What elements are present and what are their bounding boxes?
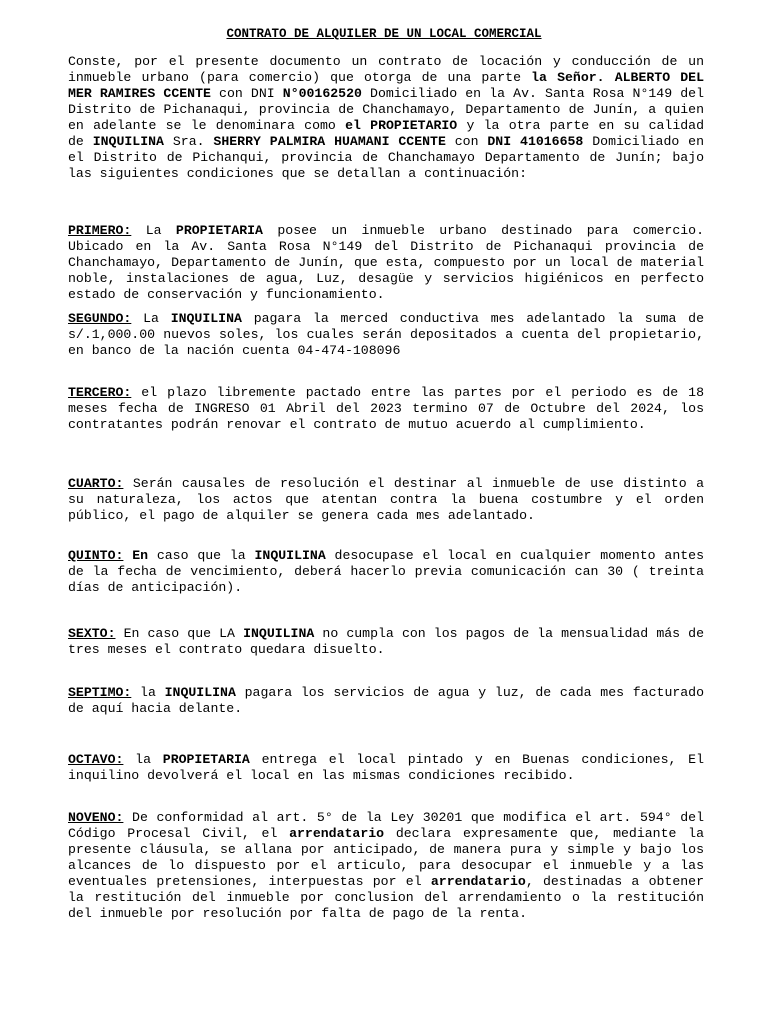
intro-paragraph	[68, 54, 704, 182]
clause-text: La	[131, 223, 176, 238]
clause-label: CUARTO:	[68, 476, 124, 491]
clause-label: SEXTO:	[68, 626, 116, 641]
clause-bold: En	[123, 548, 149, 563]
clause-text: , destinadas a obtener la restitución del inmueble por conclusion del arrendamiento o la restitución del inmueble por resolución por falta de pago de la renta.	[68, 874, 704, 921]
clause-text: el plazo libremente pactado entre las partes por el periodo es de 18 meses fecha de INGRESO 01 Abril del 2023 termino 07 de Octubre del 2024, los contratantes podrán renovar el contrato de mutuo acuerdo al cumplimiento.	[68, 385, 704, 432]
clause-bold: INQUILINA	[254, 548, 326, 563]
clause-text: pagara los servicios de agua y luz, de cada mes facturado de aquí hacia delante.	[68, 685, 705, 716]
clause-label: SEPTIMO:	[68, 685, 132, 700]
clause-bold: arrendatario	[430, 874, 526, 889]
clause-label: OCTAVO:	[68, 752, 124, 767]
document-title: CONTRATO DE ALQUILER DE UN LOCAL COMERCIAL	[226, 27, 542, 41]
clause-text: Serán causales de resolución el destinar al inmueble de use distinto a su naturaleza, los actos que atentan contra la buena costumbre y el orden público, el pago de alquiler se genera cada mes adelantado.	[68, 476, 704, 523]
clause-segundo	[68, 311, 704, 359]
owner-role: el PROPIETARIO	[345, 118, 458, 133]
intro-text-2: con DNI	[210, 86, 283, 101]
clause-text: posee un inmueble urbano destinado para comercio. Ubicado en la Av. Santa Rosa N°149 del Distrito de Pichanaqui provincia de Chanchamayo, Departamento de Junín, que esta, compuesto por un local de material noble, instalaciones de agua, Luz, desagüe y servicios higiénicos en perfecto estado de conservación y funcionamiento.	[68, 223, 704, 302]
intro-text-3: Domiciliado en la Av. Santa Rosa N°149 del Distrito de Pichanaqui, provincia de Chanchamayo, Departamento de Junín, a quien en adelante se le denominara como	[68, 86, 704, 133]
clause-bold: INQUILINA	[170, 311, 242, 326]
clause-label: TERCERO:	[68, 385, 132, 400]
clause-label: PRIMERO:	[68, 223, 132, 238]
clause-label: NOVENO:	[68, 810, 124, 825]
owner-dni: N°00162520	[282, 86, 362, 101]
clause-sexto	[68, 626, 704, 658]
clause-text: entrega el local pintado y en Buenas condiciones, El inquilino devolverá el local en las mismas condiciones recibido.	[68, 752, 704, 783]
clause-septimo	[68, 685, 704, 717]
clause-bold: PROPIETARIA	[162, 752, 250, 767]
clause-primero	[68, 223, 704, 303]
owner-name: la Señor. ALBERTO DEL MER RAMIRES CCENTE	[68, 70, 704, 101]
intro-text-6: con	[445, 134, 488, 149]
clause-noveno	[68, 810, 704, 922]
clause-octavo	[68, 752, 704, 784]
clause-tercero	[68, 385, 704, 433]
clause-text: La	[131, 311, 171, 326]
clause-text: no cumpla con los pagos de la mensualidad más de tres meses el contrato quedara disuelto.	[68, 626, 705, 657]
clause-text: En caso que LA	[115, 626, 244, 641]
clause-text: desocupase el local en cualquier momento antes de la fecha de vencimiento, deberá hacerlo previa comunicación can 30 ( treinta días de anticipación).	[68, 548, 704, 595]
tenant-role: INQUILINA	[92, 134, 164, 149]
clause-label: SEGUNDO:	[68, 311, 132, 326]
clause-text: la	[123, 752, 163, 767]
clause-text: declara expresamente que, mediante la presente cláusula, se allana por anticipado, de manera pura y simple y bajo los alcances de lo dispuesto por el articulo, para desocupar el inmueble y a las eventuales pretensiones, interpuestas por el	[68, 826, 704, 889]
clause-cuarto	[68, 476, 704, 524]
clause-bold: PROPIETARIA	[175, 223, 263, 238]
intro-text-7: Domiciliado en el Distrito de Pichanqui, provincia de Chanchamayo Departamento de Junín; bajo las siguientes condiciones que se detallan a continuación:	[68, 134, 705, 181]
tenant-dni: DNI 41016658	[487, 134, 584, 149]
clause-quinto	[68, 548, 704, 596]
clause-bold: INQUILINA	[164, 685, 236, 700]
clause-text: la	[131, 685, 165, 700]
intro-text-1: Conste, por el presente documento un contrato de locación y conducción de un inmueble urbano (para comercio) que otorga de una parte	[68, 54, 704, 85]
clause-text: caso que la	[148, 548, 255, 563]
intro-text-4: y la otra parte en su calidad de	[68, 118, 704, 149]
tenant-name: SHERRY PALMIRA HUAMANI CCENTE	[213, 134, 446, 149]
clause-bold: arrendatario	[289, 826, 385, 841]
clause-text: De conformidad al art. 5° de la Ley 30201 que modifica el art. 594° del Código Procesal Civil, el	[68, 810, 704, 841]
intro-text-5: Sra.	[163, 134, 214, 149]
clause-bold: INQUILINA	[243, 626, 315, 641]
clause-label: QUINTO:	[68, 548, 124, 563]
clause-text: pagara la merced conductiva mes adelantado la suma de s/.1,000.00 nuevos soles, los cuales serán depositados a cuenta del propietario, en banco de la nación cuenta 04-474-108096	[68, 311, 704, 358]
